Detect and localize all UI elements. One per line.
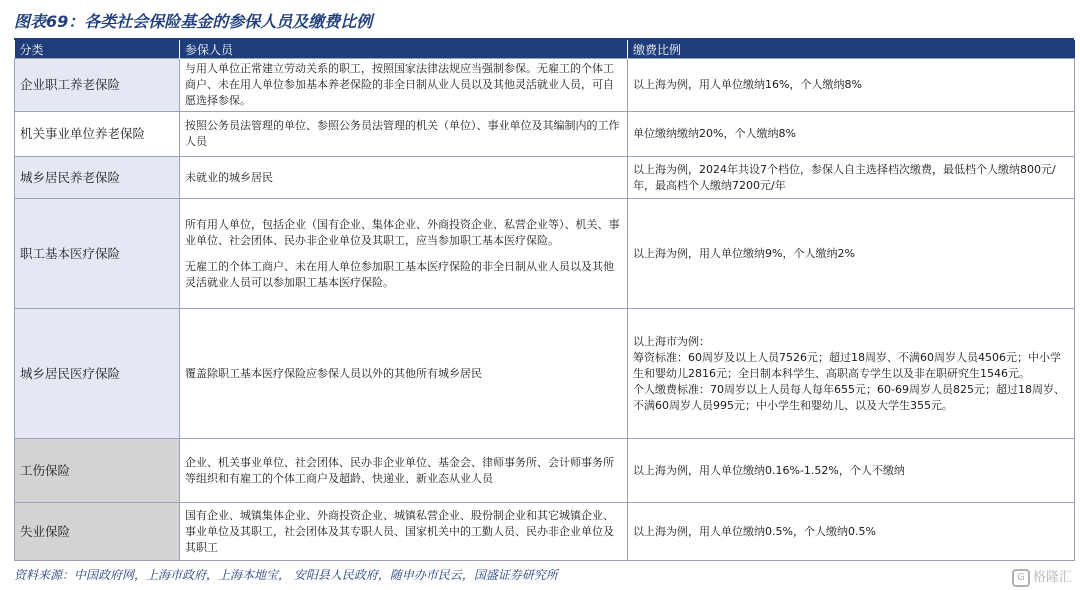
source-footnote: 资料来源：中国政府网，上海市政府，上海本地宝， 安阳县人民政府，随申办市民云，国盛证券研究所 <box>14 568 558 582</box>
insured-paragraph: 所有用人单位，包括企业（国有企业、集体企业、外商投资企业、私营企业等）、机关、事业单位、社会团体、民办非企业单位及其职工，应当参加职工基本医疗保险。 <box>185 217 620 247</box>
rate-line: 个人缴费标准：70周岁以上人员每人每年655元；60-69周岁人员825元；超过18周岁、不满60周岁人员995元；中小学生和婴幼儿、以及大学生355元。 <box>633 382 1065 412</box>
table-row <box>15 157 1075 199</box>
watermark <box>1012 566 1072 587</box>
row-category: 企业职工养老保险 <box>15 59 180 112</box>
row-insured: 覆盖除职工基本医疗保险应参保人员以外的其他所有城乡居民 <box>180 309 628 439</box>
row-insured: 按照公务员法管理的单位、参照公务员法管理的机关（单位）、事业单位及其编制内的工作人员 <box>180 112 628 157</box>
row-rate: 以上海为例，2024年共设7个档位，参保人自主选择档次缴费，最低档个人缴纳800元/年，最高档个人缴纳7200元/年 <box>628 157 1075 199</box>
table-row <box>15 309 1075 439</box>
row-rate: 以上海为例，用人单位缴纳0.5%，个人缴纳0.5% <box>628 503 1075 561</box>
header-insured: 参保人员 <box>180 40 628 59</box>
row-insured: 企业、机关事业单位、社会团体、民办非企业单位、基金会、律师事务所、会计师事务所等组织和有雇工的个体工商户及超龄、快递业、新业态从业人员 <box>180 439 628 503</box>
row-insured: 未就业的城乡居民 <box>180 157 628 199</box>
row-category: 城乡居民医疗保险 <box>15 309 180 439</box>
row-rate: 以上海为例，用人单位缴纳0.16%-1.52%，个人不缴纳 <box>628 439 1075 503</box>
table-row <box>15 199 1075 309</box>
row-category: 职工基本医疗保险 <box>15 199 180 309</box>
insured-paragraph: 无雇工的个体工商户、未在用人单位参加职工基本医疗保险的非全日制从业人员以及其他灵活就业人员可以参加职工基本医疗保险。 <box>185 259 614 289</box>
watermark-logo-icon: G <box>1012 569 1030 587</box>
row-category: 机关事业单位养老保险 <box>15 112 180 157</box>
row-rate <box>628 309 1075 439</box>
table-header-row <box>15 40 1075 59</box>
watermark-text: 格隆汇 <box>1032 570 1072 585</box>
row-rate: 以上海为例，用人单位缴纳16%，个人缴纳8% <box>628 59 1075 112</box>
header-category: 分类 <box>15 40 180 59</box>
page-title: 图表69：各类社会保险基金的参保人员及缴费比例 <box>14 12 373 31</box>
table-row <box>15 439 1075 503</box>
row-insured: 国有企业、城镇集体企业、外商投资企业、城镇私营企业、股份制企业和其它城镇企业、事业单位及其职工，社会团体及其专职人员、国家机关中的工勤人员、民办非企业单位及其职工 <box>180 503 628 561</box>
row-rate: 以上海为例，用人单位缴纳9%，个人缴纳2% <box>628 199 1075 309</box>
rate-line: 以上海市为例： <box>633 334 710 348</box>
row-category: 失业保险 <box>15 503 180 561</box>
rate-line: 筹资标准：60周岁及以上人员7526元；超过18周岁、不满60周岁人员4506元；中小学生和婴幼儿2816元；全日制本科学生、高职高专学生以及非在职研究生1546元。 <box>633 350 1061 380</box>
row-category: 工伤保险 <box>15 439 180 503</box>
row-rate: 单位缴纳缴纳20%，个人缴纳8% <box>628 112 1075 157</box>
table-row <box>15 503 1075 561</box>
row-category: 城乡居民养老保险 <box>15 157 180 199</box>
insurance-table <box>14 40 1075 561</box>
row-insured: 与用人单位正常建立劳动关系的职工，按照国家法律法规应当强制参保。无雇工的个体工商户、未在用人单位参加基本养老保险的非全日制从业人员以及其他灵活就业人员，可自愿选择参保。 <box>180 59 628 112</box>
table-row <box>15 112 1075 157</box>
header-rate: 缴费比例 <box>628 40 1075 59</box>
table-row <box>15 59 1075 112</box>
row-insured <box>180 199 628 309</box>
